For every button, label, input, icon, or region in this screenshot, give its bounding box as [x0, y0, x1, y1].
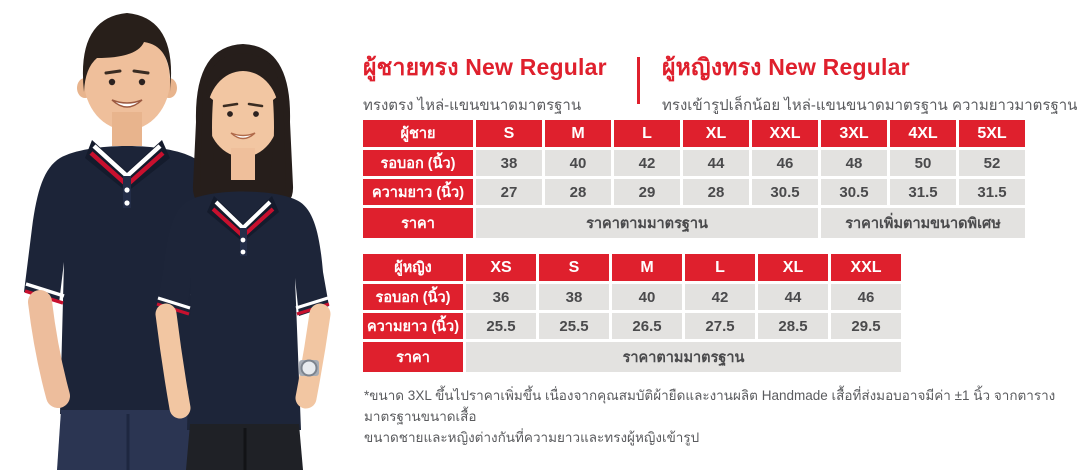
row-label-cell: ความยาว (นิ้ว) — [363, 179, 473, 205]
footnote — [364, 386, 1076, 449]
row-label-cell: ความยาว (นิ้ว) — [363, 313, 463, 339]
measurement-value-cell: 31.5 — [890, 179, 956, 205]
size-header-cell: XXL — [752, 120, 818, 147]
women-fit-header — [662, 50, 1077, 117]
measurement-value-cell: 40 — [612, 284, 682, 310]
measurement-value-cell: 40 — [545, 150, 611, 176]
women-fit-title: ผู้หญิงทรง New Regular — [662, 54, 910, 80]
price-row-label: ราคา — [363, 342, 463, 372]
men-fit-title: ผู้ชายทรง New Regular — [363, 54, 607, 80]
men-fit-subtitle: ทรงตรง ไหล่-แขนขนาดมาตรฐาน — [363, 97, 582, 114]
measurement-value-cell: 31.5 — [959, 179, 1025, 205]
size-header-cell: S — [539, 254, 609, 281]
size-header-cell: 4XL — [890, 120, 956, 147]
female-model-illustration — [157, 44, 329, 470]
size-header-cell: XXL — [831, 254, 901, 281]
measurement-value-cell: 48 — [821, 150, 887, 176]
measurement-value-cell: 30.5 — [752, 179, 818, 205]
row-label-cell: รอบอก (นิ้ว) — [363, 150, 473, 176]
men-size-table — [363, 120, 1025, 238]
table-corner-label: ผู้ชาย — [363, 120, 473, 147]
price-info-cell: ราคาตามมาตรฐาน — [476, 208, 818, 238]
women-size-table — [363, 254, 901, 372]
measurement-value-cell: 44 — [758, 284, 828, 310]
size-header-cell: M — [545, 120, 611, 147]
size-header-cell: 3XL — [821, 120, 887, 147]
row-label-cell: รอบอก (นิ้ว) — [363, 284, 463, 310]
measurement-value-cell: 46 — [752, 150, 818, 176]
measurement-value-cell: 28.5 — [758, 313, 828, 339]
measurement-value-cell: 28 — [545, 179, 611, 205]
measurement-value-cell: 38 — [539, 284, 609, 310]
measurement-value-cell: 36 — [466, 284, 536, 310]
size-header-cell: L — [685, 254, 755, 281]
measurement-value-cell: 26.5 — [612, 313, 682, 339]
footnote-line-1: *ขนาด 3XL ขึ้นไปราคาเพิ่มขึ้น เนื่องจากคุณสมบัติผ้ายืดและงานผลิต Handmade เสื้อที่ส่งมอบอาจมีค่า ±1 นิ้ว จากตารางมาตรฐานขนาดเสื้อ — [364, 388, 1056, 424]
measurement-value-cell: 25.5 — [466, 313, 536, 339]
size-header-cell: L — [614, 120, 680, 147]
measurement-value-cell: 27.5 — [685, 313, 755, 339]
size-header-cell: XL — [683, 120, 749, 147]
size-header-cell: S — [476, 120, 542, 147]
measurement-value-cell: 52 — [959, 150, 1025, 176]
measurement-value-cell: 38 — [476, 150, 542, 176]
measurement-value-cell: 46 — [831, 284, 901, 310]
table-corner-label: ผู้หญิง — [363, 254, 463, 281]
women-fit-subtitle: ทรงเข้ารูปเล็กน้อย ไหล่-แขนขนาดมาตรฐาน ความยาวมาตรฐาน — [662, 97, 1078, 114]
size-header-cell: 5XL — [959, 120, 1025, 147]
measurement-value-cell: 44 — [683, 150, 749, 176]
measurement-value-cell: 42 — [685, 284, 755, 310]
measurement-value-cell: 29 — [614, 179, 680, 205]
measurement-value-cell: 42 — [614, 150, 680, 176]
measurement-value-cell: 25.5 — [539, 313, 609, 339]
measurement-value-cell: 29.5 — [831, 313, 901, 339]
size-header-cell: M — [612, 254, 682, 281]
size-header-cell: XS — [466, 254, 536, 281]
measurement-value-cell: 50 — [890, 150, 956, 176]
men-fit-header — [363, 50, 607, 117]
size-header-cell: XL — [758, 254, 828, 281]
price-info-cell: ราคาเพิ่มตามขนาดพิเศษ — [821, 208, 1025, 238]
header-divider — [637, 57, 640, 104]
price-row-label: ราคา — [363, 208, 473, 238]
footnote-line-2: ขนาดชายและหญิงต่างกันที่ความยาวและทรงผู้หญิงเข้ารูป — [364, 429, 700, 445]
measurement-value-cell: 30.5 — [821, 179, 887, 205]
price-info-cell: ราคาตามมาตรฐาน — [466, 342, 901, 372]
wristwatch — [299, 360, 319, 376]
measurement-value-cell: 27 — [476, 179, 542, 205]
measurement-value-cell: 28 — [683, 179, 749, 205]
